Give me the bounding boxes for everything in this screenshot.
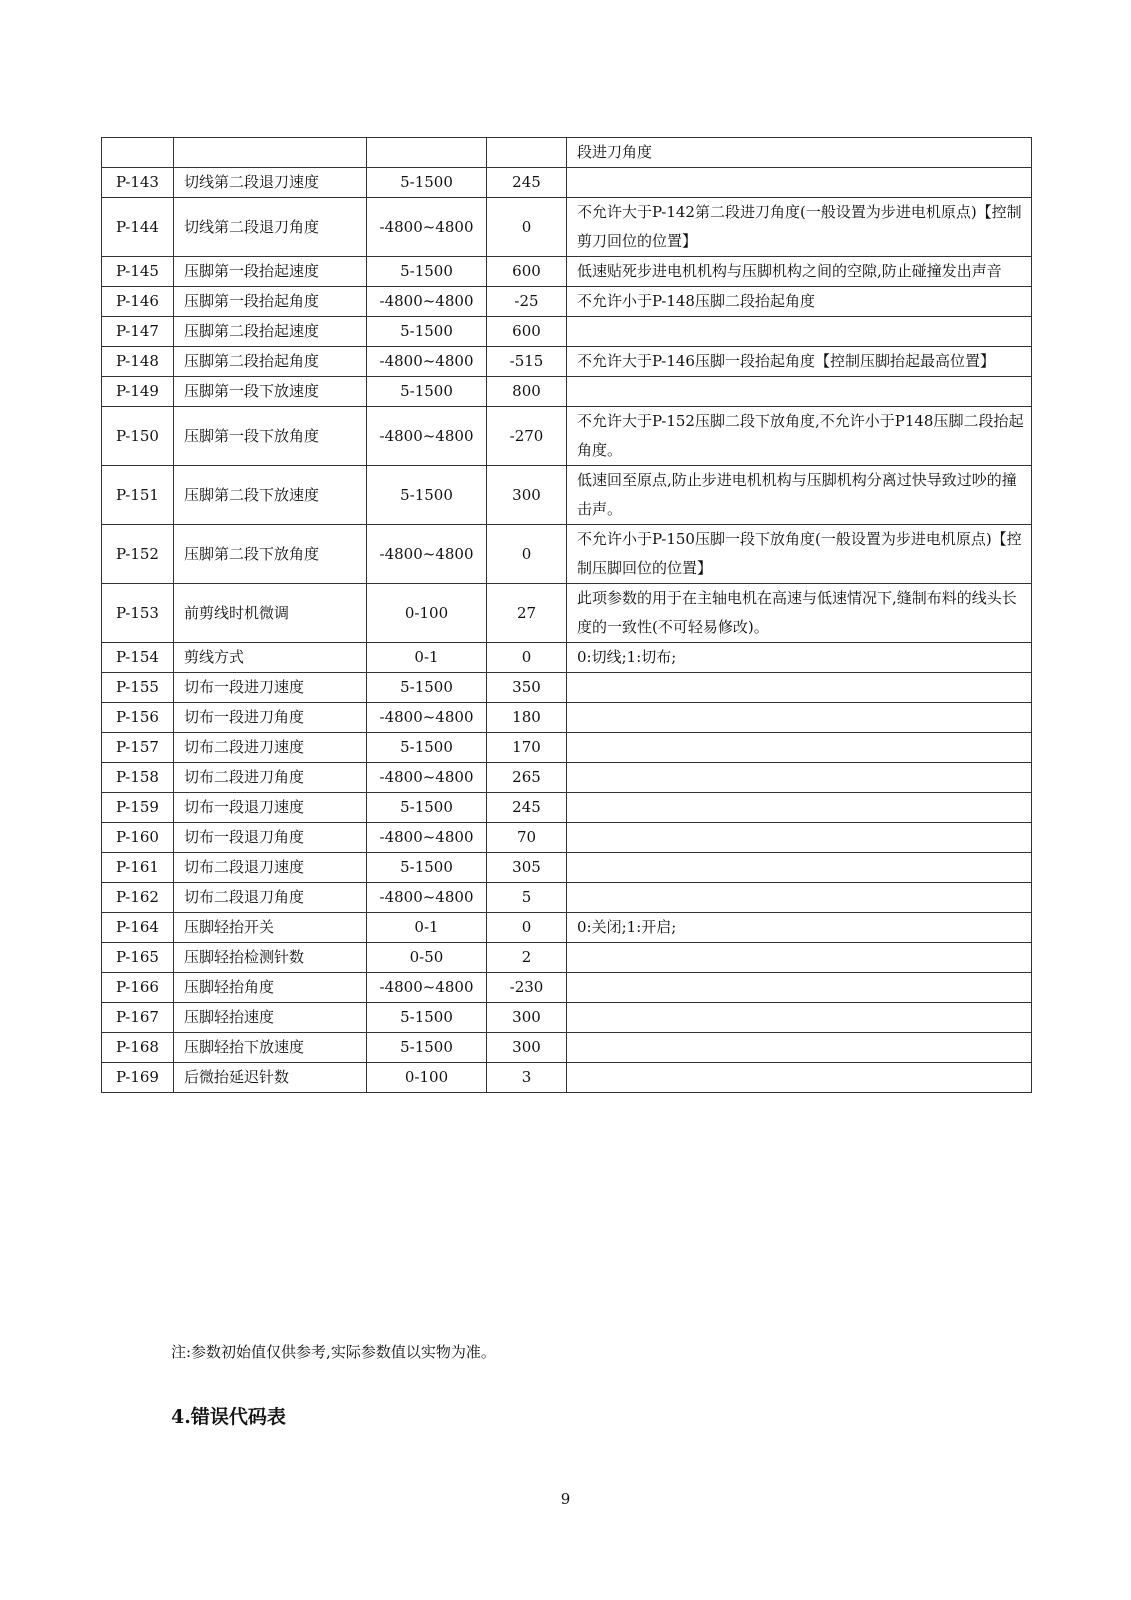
param-default: -270 — [487, 407, 567, 466]
param-code: P-160 — [102, 823, 174, 853]
param-name: 压脚第二段抬起速度 — [174, 317, 367, 347]
table-row — [102, 407, 1032, 466]
param-range: 5-1500 — [367, 733, 487, 763]
table-row — [102, 584, 1032, 643]
param-name: 切布二段进刀速度 — [174, 733, 367, 763]
param-name: 后微抬延迟针数 — [174, 1063, 367, 1093]
param-default: 0 — [487, 643, 567, 673]
param-range: 5-1500 — [367, 257, 487, 287]
param-range: 0-1 — [367, 913, 487, 943]
table-row — [102, 763, 1032, 793]
table-row — [102, 673, 1032, 703]
param-note: 不允许大于P-146压脚一段抬起角度【控制压脚抬起最高位置】 — [567, 347, 1032, 377]
param-default: 245 — [487, 168, 567, 198]
param-default: 350 — [487, 673, 567, 703]
table-row — [102, 377, 1032, 407]
param-default: 305 — [487, 853, 567, 883]
param-name: 切布二段进刀角度 — [174, 763, 367, 793]
param-name: 切布一段退刀速度 — [174, 793, 367, 823]
param-code: P-164 — [102, 913, 174, 943]
param-default — [487, 138, 567, 168]
param-range: 5-1500 — [367, 1033, 487, 1063]
param-code: P-162 — [102, 883, 174, 913]
param-name: 压脚第二段下放速度 — [174, 466, 367, 525]
param-default: 300 — [487, 1033, 567, 1063]
param-name: 切布二段退刀角度 — [174, 883, 367, 913]
param-default: 245 — [487, 793, 567, 823]
param-name: 压脚轻抬开关 — [174, 913, 367, 943]
param-default: 265 — [487, 763, 567, 793]
table-row — [102, 525, 1032, 584]
param-default: 70 — [487, 823, 567, 853]
param-code: P-167 — [102, 1003, 174, 1033]
param-code: P-156 — [102, 703, 174, 733]
param-code: P-168 — [102, 1033, 174, 1063]
param-range: -4800~4800 — [367, 347, 487, 377]
param-range: -4800~4800 — [367, 973, 487, 1003]
table-row — [102, 883, 1032, 913]
param-name: 前剪线时机微调 — [174, 584, 367, 643]
param-note — [567, 823, 1032, 853]
table-row — [102, 1033, 1032, 1063]
footnote: 注:参数初始值仅供参考,实际参数值以实物为准。 — [171, 1343, 496, 1361]
param-range: 0-1 — [367, 643, 487, 673]
table-row — [102, 1003, 1032, 1033]
param-name: 压脚轻抬角度 — [174, 973, 367, 1003]
param-note: 低速回至原点,防止步进电机机构与压脚机构分离过快导致过吵的撞击声。 — [567, 466, 1032, 525]
param-note — [567, 703, 1032, 733]
param-note: 低速贴死步进电机机构与压脚机构之间的空隙,防止碰撞发出声音 — [567, 257, 1032, 287]
param-note — [567, 763, 1032, 793]
param-default: 5 — [487, 883, 567, 913]
param-range: 5-1500 — [367, 168, 487, 198]
param-code: P-150 — [102, 407, 174, 466]
param-default: 0 — [487, 913, 567, 943]
param-code: P-169 — [102, 1063, 174, 1093]
param-default: -25 — [487, 287, 567, 317]
param-name: 切线第二段退刀角度 — [174, 198, 367, 257]
param-name: 压脚轻抬速度 — [174, 1003, 367, 1033]
param-range: 5-1500 — [367, 673, 487, 703]
param-name: 压脚第二段抬起角度 — [174, 347, 367, 377]
table-row — [102, 138, 1032, 168]
param-name: 切布一段退刀角度 — [174, 823, 367, 853]
param-range: -4800~4800 — [367, 407, 487, 466]
param-default: 2 — [487, 943, 567, 973]
table-row — [102, 853, 1032, 883]
table-row — [102, 823, 1032, 853]
param-note: 此项参数的用于在主轴电机在高速与低速情况下,缝制布料的线头长度的一致性(不可轻易修改)。 — [567, 584, 1032, 643]
page-number: 9 — [560, 1490, 571, 1508]
param-note — [567, 1033, 1032, 1063]
param-code: P-151 — [102, 466, 174, 525]
param-range: 0-100 — [367, 1063, 487, 1093]
param-name: 压脚第二段下放角度 — [174, 525, 367, 584]
table-row — [102, 793, 1032, 823]
param-default: -230 — [487, 973, 567, 1003]
param-code: P-146 — [102, 287, 174, 317]
param-note — [567, 1063, 1032, 1093]
param-name: 压脚轻抬下放速度 — [174, 1033, 367, 1063]
param-name: 剪线方式 — [174, 643, 367, 673]
param-default: 0 — [487, 198, 567, 257]
table-row — [102, 347, 1032, 377]
table-row — [102, 168, 1032, 198]
table-row — [102, 913, 1032, 943]
param-name: 压脚轻抬检测针数 — [174, 943, 367, 973]
param-range: -4800~4800 — [367, 287, 487, 317]
param-range: -4800~4800 — [367, 823, 487, 853]
param-note — [567, 793, 1032, 823]
param-note — [567, 1003, 1032, 1033]
param-note — [567, 673, 1032, 703]
table-row — [102, 943, 1032, 973]
param-note — [567, 943, 1032, 973]
param-note — [567, 853, 1032, 883]
param-note — [567, 883, 1032, 913]
param-default: 600 — [487, 317, 567, 347]
param-range: 5-1500 — [367, 377, 487, 407]
param-name: 切布一段进刀速度 — [174, 673, 367, 703]
param-note: 不允许小于P-150压脚一段下放角度(一般设置为步进电机原点)【控制压脚回位的位置】 — [567, 525, 1032, 584]
param-note — [567, 317, 1032, 347]
table-row — [102, 643, 1032, 673]
table-row — [102, 703, 1032, 733]
param-name: 压脚第一段下放角度 — [174, 407, 367, 466]
param-range: 5-1500 — [367, 1003, 487, 1033]
param-default: 180 — [487, 703, 567, 733]
param-range: -4800~4800 — [367, 525, 487, 584]
param-code: P-144 — [102, 198, 174, 257]
param-code: P-155 — [102, 673, 174, 703]
parameter-table — [101, 137, 1032, 1093]
param-range: -4800~4800 — [367, 703, 487, 733]
param-default: 27 — [487, 584, 567, 643]
param-default: 0 — [487, 525, 567, 584]
param-note — [567, 973, 1032, 1003]
param-range: -4800~4800 — [367, 198, 487, 257]
param-code: P-159 — [102, 793, 174, 823]
param-note — [567, 377, 1032, 407]
table-row — [102, 198, 1032, 257]
param-range: 5-1500 — [367, 466, 487, 525]
param-code: P-157 — [102, 733, 174, 763]
param-range: 0-50 — [367, 943, 487, 973]
param-name: 切线第二段退刀速度 — [174, 168, 367, 198]
param-note: 0:切线;1:切布; — [567, 643, 1032, 673]
table-row — [102, 733, 1032, 763]
parameter-table-body — [102, 138, 1032, 1093]
param-note: 不允许大于P-152压脚二段下放角度,不允许小于P148压脚二段抬起角度。 — [567, 407, 1032, 466]
param-code: P-152 — [102, 525, 174, 584]
param-name: 压脚第一段下放速度 — [174, 377, 367, 407]
param-note: 不允许小于P-148压脚二段抬起角度 — [567, 287, 1032, 317]
param-range: -4800~4800 — [367, 883, 487, 913]
param-code: P-154 — [102, 643, 174, 673]
param-code: P-158 — [102, 763, 174, 793]
section-heading: 4.错误代码表 — [171, 1406, 286, 1428]
param-code: P-153 — [102, 584, 174, 643]
param-note: 段进刀角度 — [567, 138, 1032, 168]
param-code: P-145 — [102, 257, 174, 287]
param-range: 5-1500 — [367, 317, 487, 347]
param-code: P-161 — [102, 853, 174, 883]
param-name: 切布二段退刀速度 — [174, 853, 367, 883]
param-note: 0:关闭;1:开启; — [567, 913, 1032, 943]
table-row — [102, 466, 1032, 525]
param-note — [567, 168, 1032, 198]
param-default: 300 — [487, 1003, 567, 1033]
param-default: 800 — [487, 377, 567, 407]
param-default: 3 — [487, 1063, 567, 1093]
param-name — [174, 138, 367, 168]
param-default: -515 — [487, 347, 567, 377]
param-name: 切布一段进刀角度 — [174, 703, 367, 733]
param-code: P-143 — [102, 168, 174, 198]
param-range — [367, 138, 487, 168]
param-range: 0-100 — [367, 584, 487, 643]
param-range: -4800~4800 — [367, 763, 487, 793]
param-code: P-166 — [102, 973, 174, 1003]
param-code: P-148 — [102, 347, 174, 377]
param-name: 压脚第一段抬起角度 — [174, 287, 367, 317]
param-range: 5-1500 — [367, 853, 487, 883]
param-default: 600 — [487, 257, 567, 287]
param-note: 不允许大于P-142第二段进刀角度(一般设置为步进电机原点)【控制剪刀回位的位置】 — [567, 198, 1032, 257]
param-default: 300 — [487, 466, 567, 525]
param-code: P-165 — [102, 943, 174, 973]
table-row — [102, 257, 1032, 287]
table-row — [102, 317, 1032, 347]
param-name: 压脚第一段抬起速度 — [174, 257, 367, 287]
param-code — [102, 138, 174, 168]
param-code: P-147 — [102, 317, 174, 347]
param-range: 5-1500 — [367, 793, 487, 823]
table-row — [102, 1063, 1032, 1093]
param-default: 170 — [487, 733, 567, 763]
param-note — [567, 733, 1032, 763]
table-row — [102, 973, 1032, 1003]
table-row — [102, 287, 1032, 317]
param-code: P-149 — [102, 377, 174, 407]
